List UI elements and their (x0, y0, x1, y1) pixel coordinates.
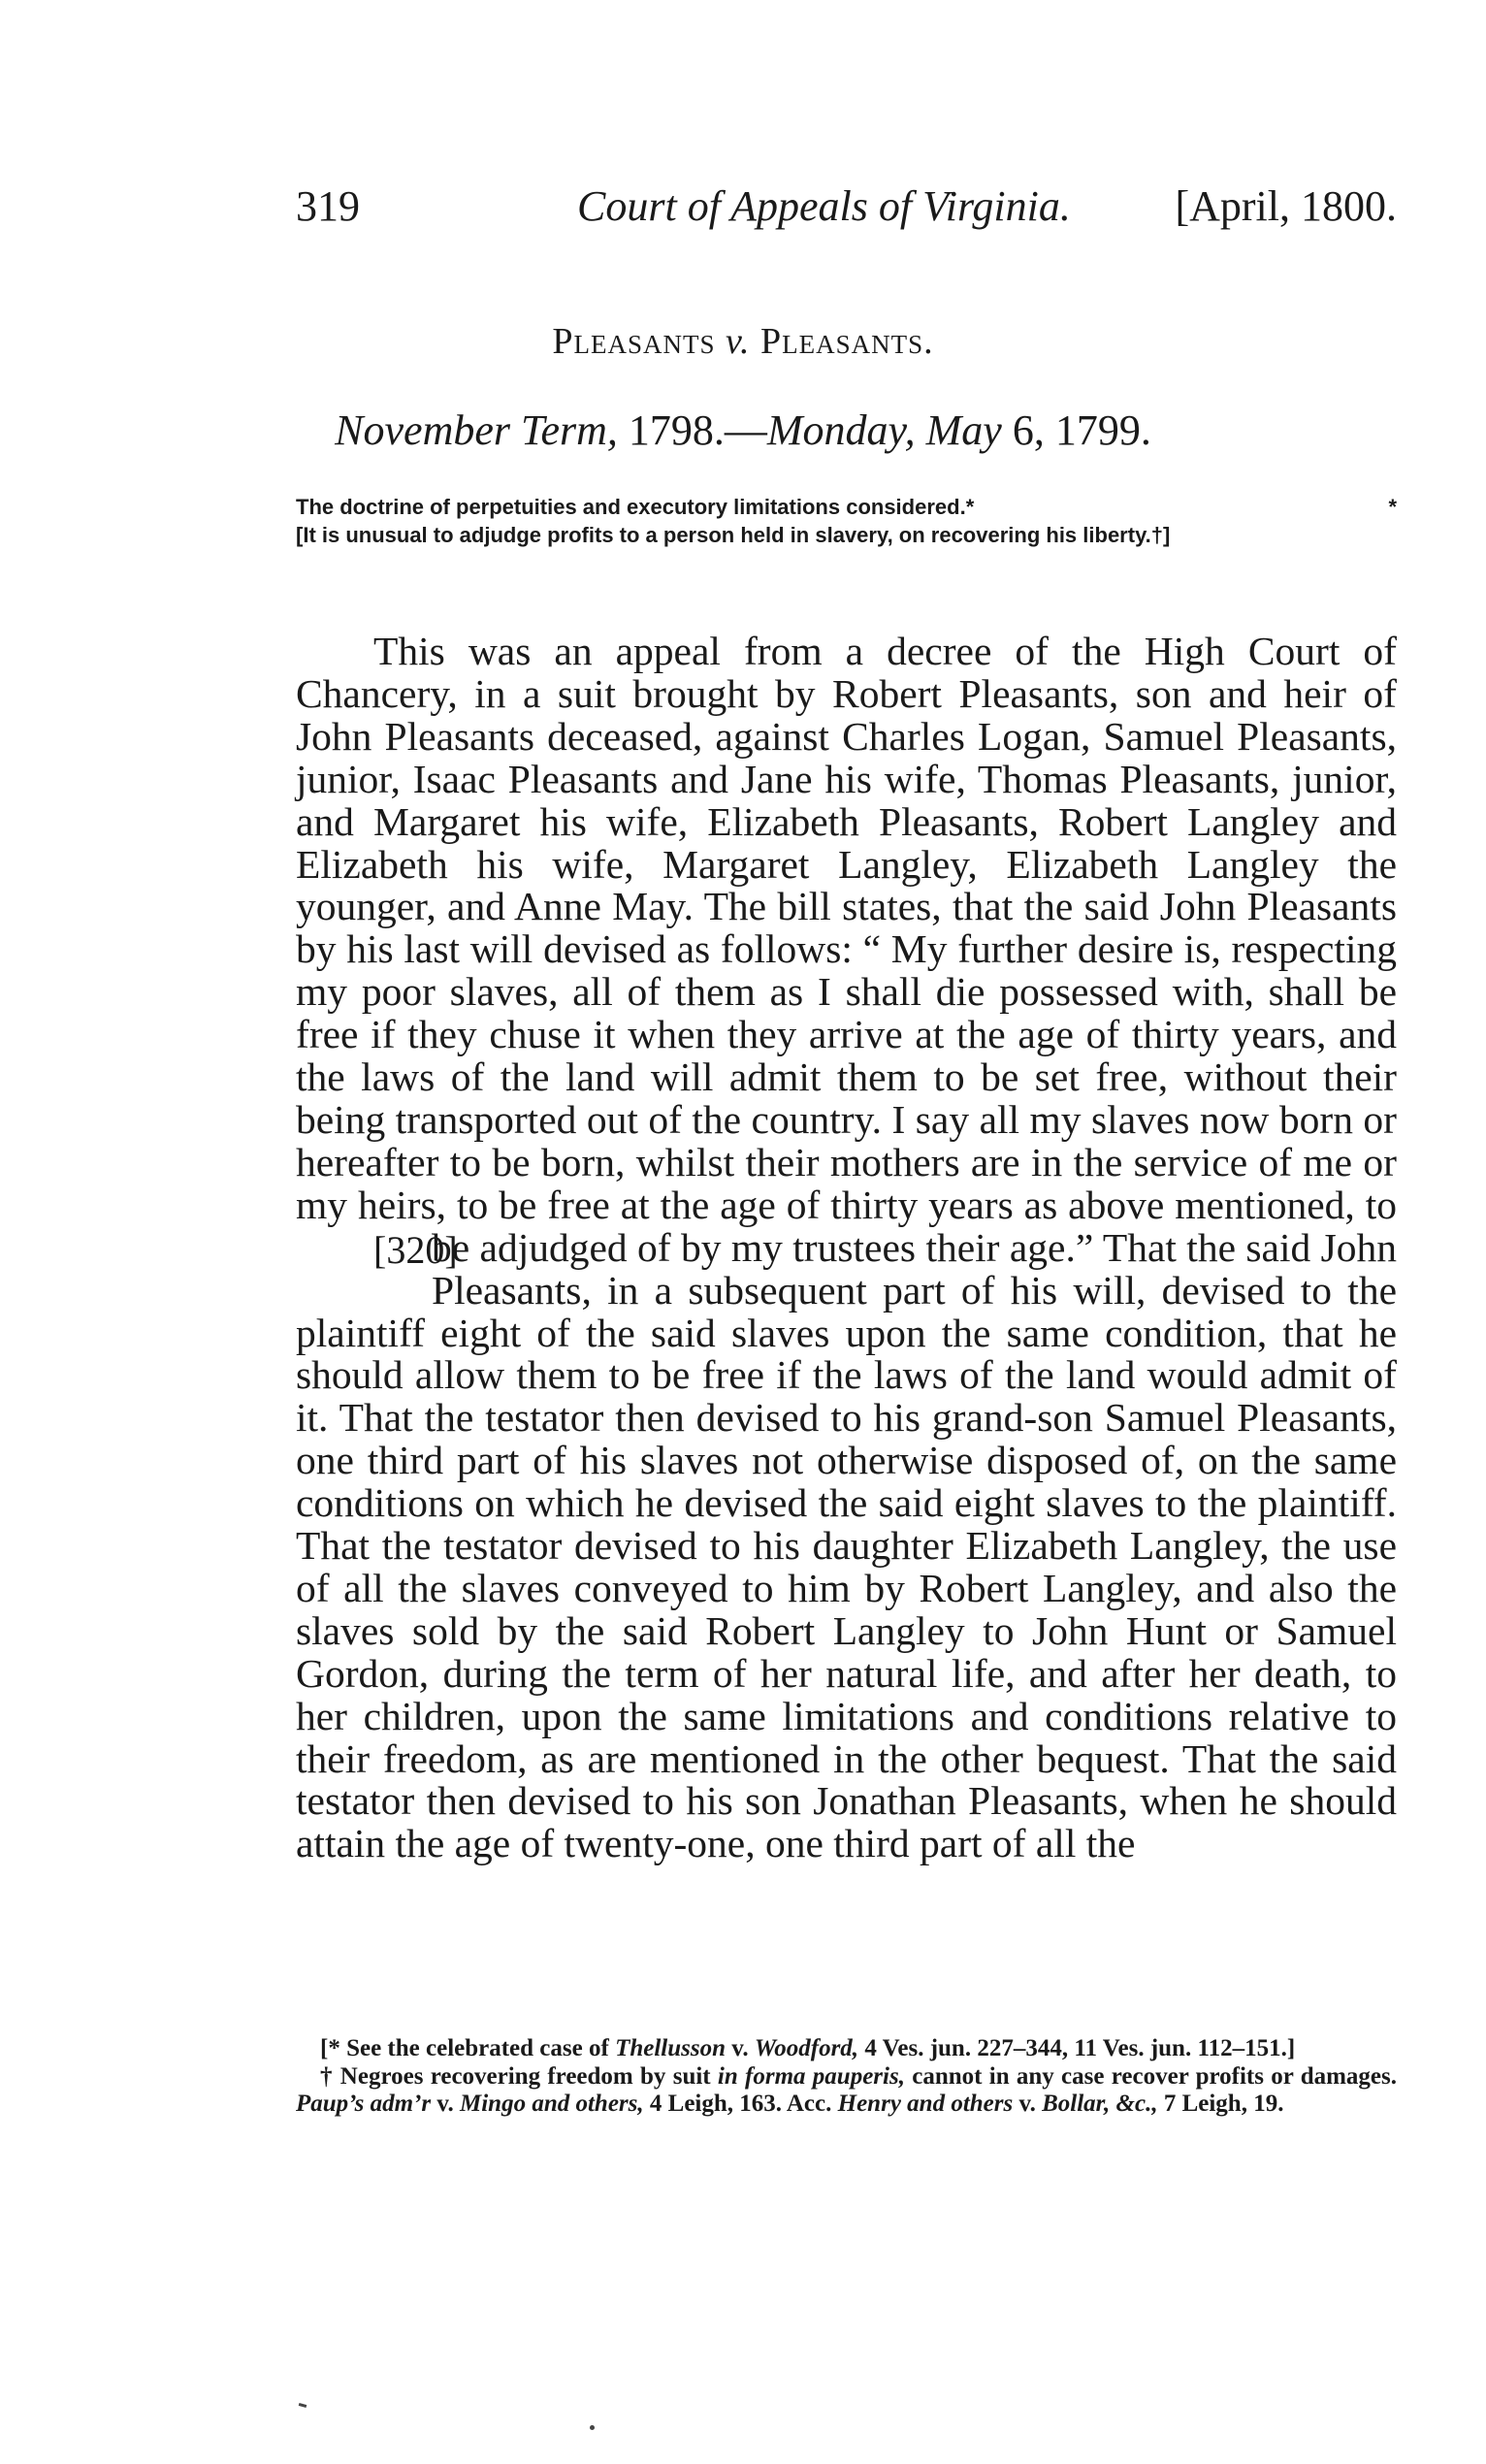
scan-smudge (299, 2403, 307, 2408)
case-title (0, 320, 1486, 363)
page-marker-320 (296, 1227, 458, 1311)
running-head (296, 182, 1397, 231)
fn2-italic-2: Paup’s adm’r (296, 2091, 432, 2117)
term-italic-2: Monday, May (766, 406, 1002, 454)
fn2-italic-5: Bollar, &c., (1042, 2091, 1158, 2117)
margin-star-mark: * (1388, 495, 1397, 519)
fn2-italic-1: in forma pauperis, (717, 2062, 905, 2090)
scan-smudge (590, 2425, 595, 2430)
court-title: Court of Appeals of Virginia. (577, 182, 1071, 230)
fn1-case-name-2: Woodford, (754, 2035, 859, 2061)
footnote-2 (296, 2063, 1397, 2119)
case-party-right: Pleasants. (760, 321, 934, 362)
page-marker-text: [320] (373, 1227, 458, 1272)
fn1-v: v. (726, 2035, 755, 2061)
page-number: 319 (296, 182, 360, 230)
case-party-left: Pleasants (552, 321, 716, 362)
term-date-line: 6, 1799. (1001, 406, 1151, 454)
footnotes (296, 2035, 1397, 2119)
fn2-italic-4: Henry and others (837, 2091, 1014, 2117)
headnote-1-text: The doctrine of perpetuities and executory limitations considered.* (296, 495, 975, 519)
fn2-italic-3: Mingo and others, (460, 2091, 644, 2117)
fn2-text-f: 7 Leigh, 19. (1157, 2091, 1284, 2117)
body-paragraph (296, 631, 1397, 1865)
term-year: 1798.— (617, 406, 767, 454)
body-text (296, 631, 1397, 1865)
fn1-text-a: [* See the celebrated case of (320, 2035, 616, 2061)
fn1-case-name: Thellusson (615, 2035, 726, 2061)
body-text-part-1: This was an appeal from a decree of the High Court of Chancery, in a suit brought by Robert Pleasants, son and heir of John Pleasants deceased, against Charles Logan, Samuel Pleasants, junior, Isaac Pleasants and Jane his wife, Thomas Pleasants, junior, and Margaret his wife, Elizabeth Pleasants, Robert Langley and Elizabeth his wife, Margaret Langley, Elizabeth Langley the younger, and Anne May. The bill states, that the said John Pleasants by his last will devised as follows: “ My further desire is, respecting my poor slaves, all of them as I shall die possessed with, shall be free if they chuse it when they arrive at the age of thirty years, and the laws of the land will admit them to be set free, without their being transported out of the country. I say all my slaves now born or hereafter to be born, whilst their mothers are in the service of me or my heirs, to be free at the age of thirty years as above mentioned, to be adjudged of by my trustees (296, 629, 1397, 1270)
headnotes (296, 493, 1397, 549)
fn2-text-c: v. (431, 2091, 460, 2117)
term-line (0, 405, 1486, 455)
headnote-2: [It is unusual to adjudge profits to a person held in slavery, on recovering his liberty.†] (296, 523, 1171, 547)
body-text-part-2: their age.” That the said John Pleasants, in a subsequent part of his will, devised to the plaintiff eight of the said slaves upon the same condition, that he should allow them to be free if the laws of the land would admit of it. That the testator then devised to his grand-son Samuel Pleasants, one third part of his slaves not otherwise disposed of, on the same conditions on which he devised the said eight slaves to the plaintiff. That the testator devised to his daughter Elizabeth Langley, the use of all the slaves conveyed to him by Robert Langley, and also the slaves sold by the said Robert Langley to John Hunt or Samuel Gordon, during the term of her natural life, and after her death, to her children, upon the same limitations and conditions relative to their freedom, as are mentioned in the other bequest. That the said testator then devised to his son Jonathan Pleasants, when he should attain the age of twenty-one, one third part of all the (296, 1224, 1398, 1866)
fn2-text-d: 4 Leigh, 163. Acc. (643, 2091, 838, 2117)
fn2-text-a: † Negroes recovering freedom by suit (320, 2062, 718, 2090)
footnote-1 (296, 2035, 1397, 2063)
fn2-text-e: v. (1013, 2091, 1043, 2117)
fn1-text-b: 4 Ves. jun. 227–344, 11 Ves. jun. 112–151.] (858, 2035, 1296, 2061)
fn2-text-b: cannot in any case recover profits or damages. (904, 2062, 1397, 2090)
headnote-1 (296, 493, 1397, 521)
term-italic-1: November Term, (335, 406, 618, 454)
case-versus: v. (725, 321, 751, 362)
term-date: [April, 1800. (1175, 182, 1397, 230)
